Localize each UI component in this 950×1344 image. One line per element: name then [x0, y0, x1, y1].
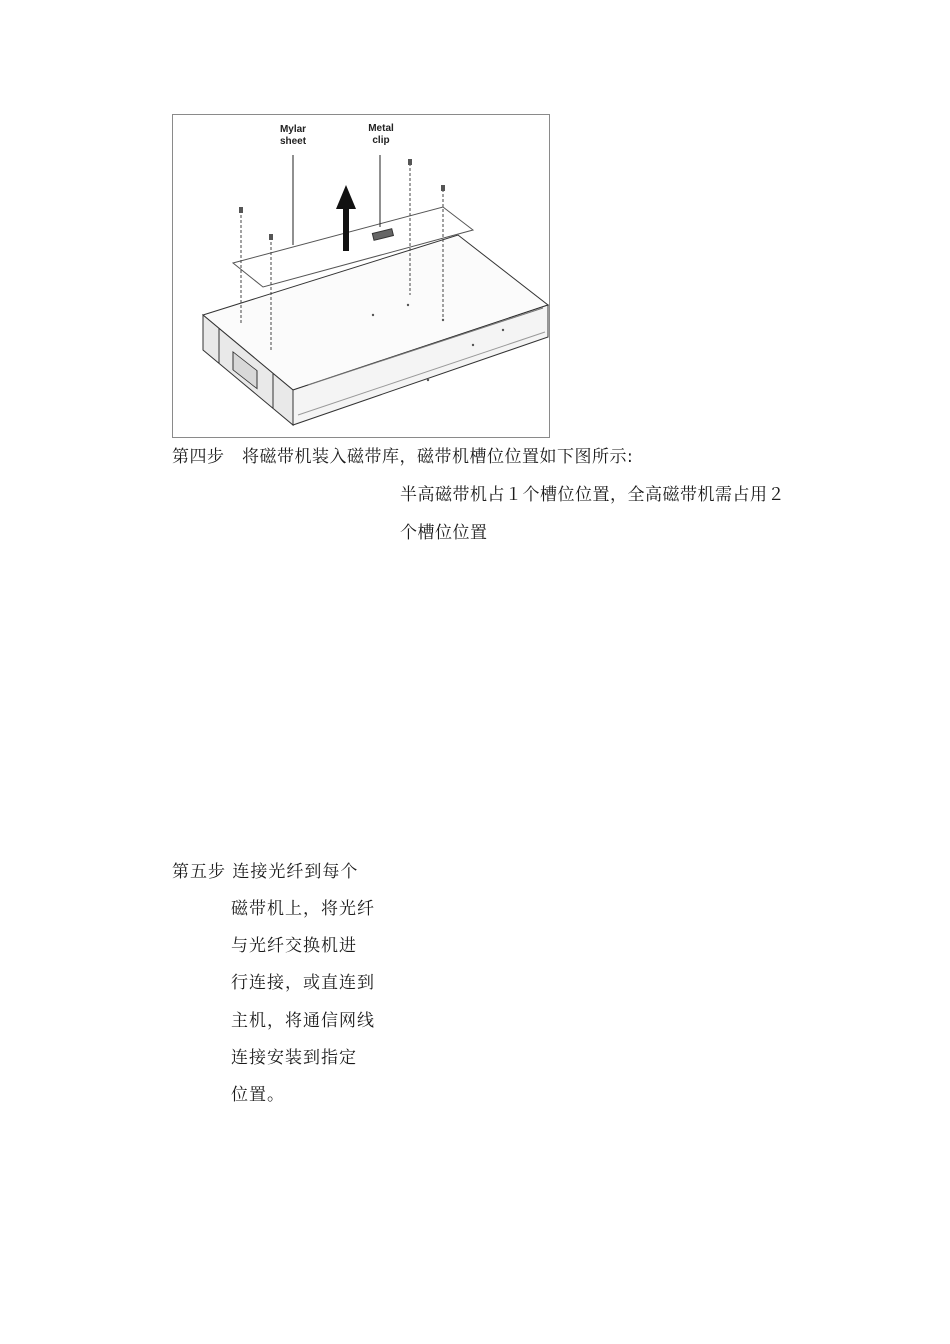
step5-line4: 行连接，或直连到	[231, 973, 375, 993]
tape-library-illustration	[173, 115, 549, 437]
step4-note-line2: 个槽位位置	[400, 523, 488, 543]
installation-figure	[172, 114, 550, 438]
step5-line1: 第五步 连接光纤到每个	[172, 862, 359, 882]
step5-line2: 磁带机上，将光纤	[231, 899, 375, 919]
mylar-sheet-label: Mylar sheet	[279, 124, 307, 147]
step5-line3: 与光纤交换机进	[231, 936, 357, 956]
step5-line6: 连接安装到指定	[231, 1048, 357, 1068]
step5-line5: 主机，将通信网线	[231, 1011, 375, 1031]
step4-heading: 第四步 将磁带机装入磁带库，磁带机槽位位置如下图所示:	[172, 447, 634, 467]
metal-clip-label: Metal clip	[368, 123, 394, 146]
step4-note-line1: 半高磁带机占１个槽位位置，全高磁带机需占用２	[400, 485, 785, 505]
step5-line7: 位置。	[231, 1085, 285, 1105]
